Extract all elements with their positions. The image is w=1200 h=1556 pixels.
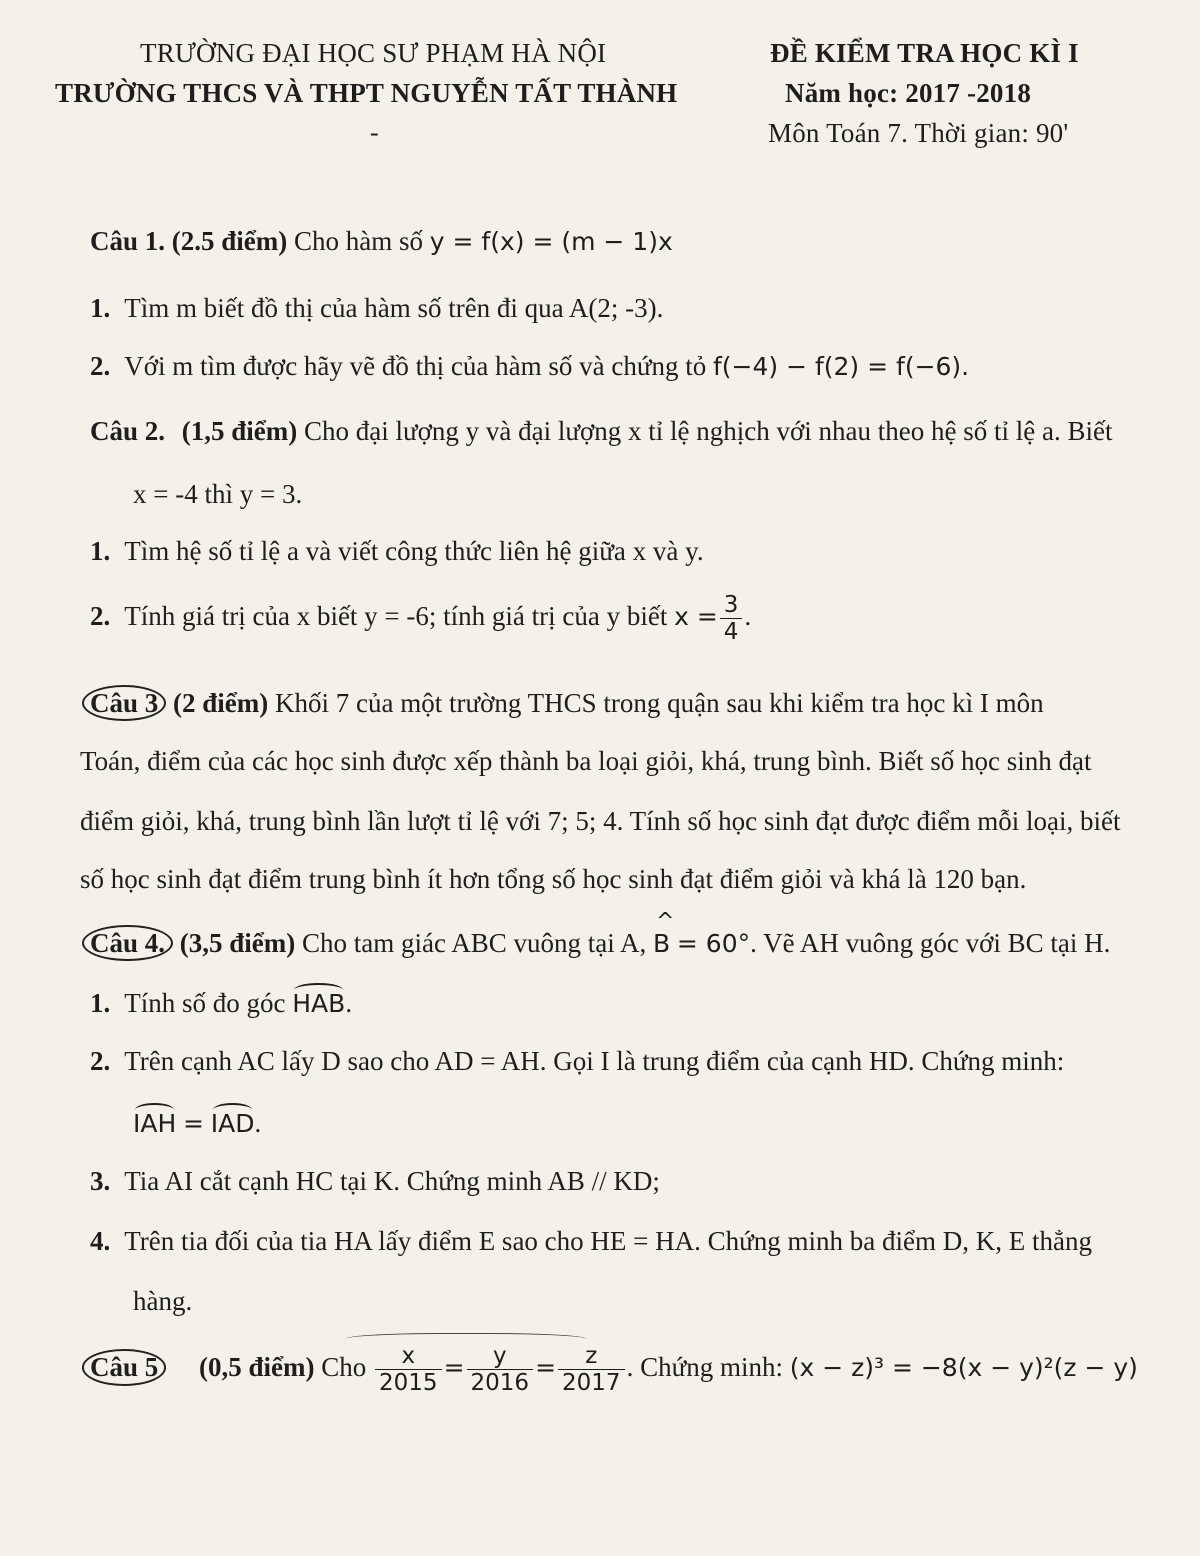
q3-points: (2 điểm): [173, 688, 269, 718]
q2-item-1: [90, 535, 704, 567]
q4-item-1-text: Tính số đo góc: [124, 988, 286, 1018]
q1-item-2: [90, 350, 969, 382]
q5-line: [90, 1343, 1138, 1397]
q2-item-2-text: Tính giá trị của x biết y = -6; tính giá trị của y biết: [124, 601, 668, 632]
q2-label: Câu 2.: [90, 416, 166, 446]
fraction-3-4: [720, 592, 743, 646]
fraction-denominator: 2015: [379, 1370, 438, 1397]
q2-item-1-text: Tìm hệ số tỉ lệ a và viết công thức liên hệ giữa x và y.: [124, 536, 704, 566]
university-name: TRƯỜNG ĐẠI HỌC SƯ PHẠM HÀ NỘI: [140, 38, 607, 68]
q5-points: (0,5 điểm): [199, 1352, 315, 1383]
item-number: 1.: [90, 536, 111, 566]
q5-text-after: . Chứng minh:: [626, 1352, 783, 1383]
q4-item-3-text: Tia AI cắt cạnh HC tại K. Chứng minh AB // KD;: [124, 1166, 660, 1196]
period: .: [254, 1108, 262, 1138]
q3-line-1: [90, 685, 1044, 721]
item-number: 4.: [90, 1226, 111, 1256]
q1-item-2-formula: f(−4) − f(2) = f(−6).: [712, 352, 970, 381]
q5-label: Câu 5: [82, 1349, 166, 1385]
equals-sign: =: [443, 1353, 465, 1383]
q2-points: (1,5 điểm): [181, 416, 298, 446]
header-dash: -: [370, 118, 379, 147]
school-name: TRƯỜNG THCS VÀ THPT NGUYỄN TẤT THÀNH: [55, 78, 678, 108]
period: .: [345, 988, 353, 1018]
q2-line: [90, 415, 1112, 447]
q2-item-2: [90, 592, 751, 646]
fraction-x-2015: [375, 1343, 442, 1397]
q4-points: (3,5 điểm): [179, 928, 296, 958]
angle-hab: HAB: [292, 985, 345, 1019]
q4-item-4: [90, 1225, 1092, 1257]
exam-title: ĐỀ KIỂM TRA HỌC KÌ I: [770, 38, 1079, 68]
q4-line: [90, 925, 1110, 961]
equals-sign: =: [535, 1353, 557, 1383]
q2-item-2-x: x =: [674, 602, 718, 632]
period: .: [744, 601, 752, 632]
item-number: 1.: [90, 293, 111, 323]
q4-item-3: [90, 1165, 660, 1197]
q1-item-2-text: Với m tìm được hãy vẽ đồ thị của hàm số và chứng tỏ: [124, 351, 707, 381]
q1-line: [90, 225, 673, 257]
q3-line-3: điểm giỏi, khá, trung bình lần lượt tỉ lệ với 7; 5; 4. Tính số học sinh đạt được điểm mỗi loại, biết: [80, 806, 1121, 836]
school-year: Năm học: 2017 -2018: [785, 78, 1032, 108]
q4-item-2-text: Trên cạnh AC lấy D sao cho AD = AH. Gọi I là trung điểm của cạnh HD. Chứng minh:: [124, 1046, 1065, 1076]
q4-text-end: . Vẽ AH vuông góc với BC tại H.: [750, 928, 1111, 958]
equals-sign: =: [183, 1109, 204, 1138]
angle-b: ^ B: [653, 929, 670, 959]
subject-time: Môn Toán 7. Thời gian: 90': [768, 118, 1069, 148]
item-number: 2.: [90, 1046, 111, 1076]
item-number: 2.: [90, 601, 111, 632]
item-number: 1.: [90, 988, 111, 1018]
q3-line-4: số học sinh đạt điểm trung bình ít hơn tổng số học sinh đạt điểm giỏi và khá là 120 bạn.: [80, 864, 1027, 894]
q3-text-1: Khối 7 của một trường THCS trong quận sau khi kiểm tra học kì I môn: [275, 688, 1044, 718]
q1-points: (2.5 điểm): [171, 226, 288, 256]
q4-item-4-line-2: hàng.: [133, 1286, 193, 1316]
fraction-denominator: 2016: [470, 1370, 530, 1397]
angle-b-value: = 60°: [676, 929, 751, 958]
fraction-numerator: x: [375, 1343, 442, 1370]
item-number: 2.: [90, 351, 111, 381]
q1-label: Câu 1.: [90, 226, 166, 256]
fraction-numerator: 3: [720, 592, 743, 619]
q4-item-2: [90, 1045, 1064, 1077]
q3-line-2: Toán, điểm của các học sinh được xếp thành ba loại giỏi, khá, trung bình. Biết số học sinh đạt: [80, 746, 1092, 776]
q1-item-1: [90, 292, 663, 324]
q1-item-1-text: Tìm m biết đồ thị của hàm số trên đi qua A(2; -3).: [124, 293, 664, 323]
fraction-denominator: 2017: [562, 1370, 621, 1397]
fraction-denominator: 4: [723, 619, 739, 646]
q5-formula: (x − z)³ = −8(x − y)²(z − y): [789, 1353, 1138, 1383]
fraction-numerator: y: [467, 1343, 534, 1370]
q2-text-2: x = -4 thì y = 3.: [133, 479, 303, 509]
q4-text: Cho tam giác ABC vuông tại A,: [302, 928, 647, 958]
q4-item-4-text: Trên tia đối của tia HA lấy điểm E sao cho HE = HA. Chứng minh ba điểm D, K, E thẳng: [124, 1226, 1092, 1256]
q5-text: Cho: [321, 1352, 367, 1383]
q2-text: Cho đại lượng y và đại lượng x tỉ lệ nghịch với nhau theo hệ số tỉ lệ a. Biết: [304, 416, 1113, 446]
fraction-z-2017: [558, 1343, 625, 1397]
q1-formula: y = f(x) = (m − 1)x: [429, 227, 673, 256]
fraction-y-2016: [467, 1343, 534, 1397]
angle-iad: IAD: [211, 1105, 255, 1139]
fraction-numerator: z: [558, 1343, 625, 1370]
item-number: 3.: [90, 1166, 111, 1196]
angle-iah: IAH: [133, 1105, 176, 1139]
q4-label: Câu 4.: [82, 925, 173, 961]
q1-text: Cho hàm số: [294, 226, 424, 256]
q4-item-2-formula: [133, 1105, 261, 1139]
q4-item-1: [90, 985, 352, 1019]
q3-label: Câu 3: [82, 685, 166, 721]
